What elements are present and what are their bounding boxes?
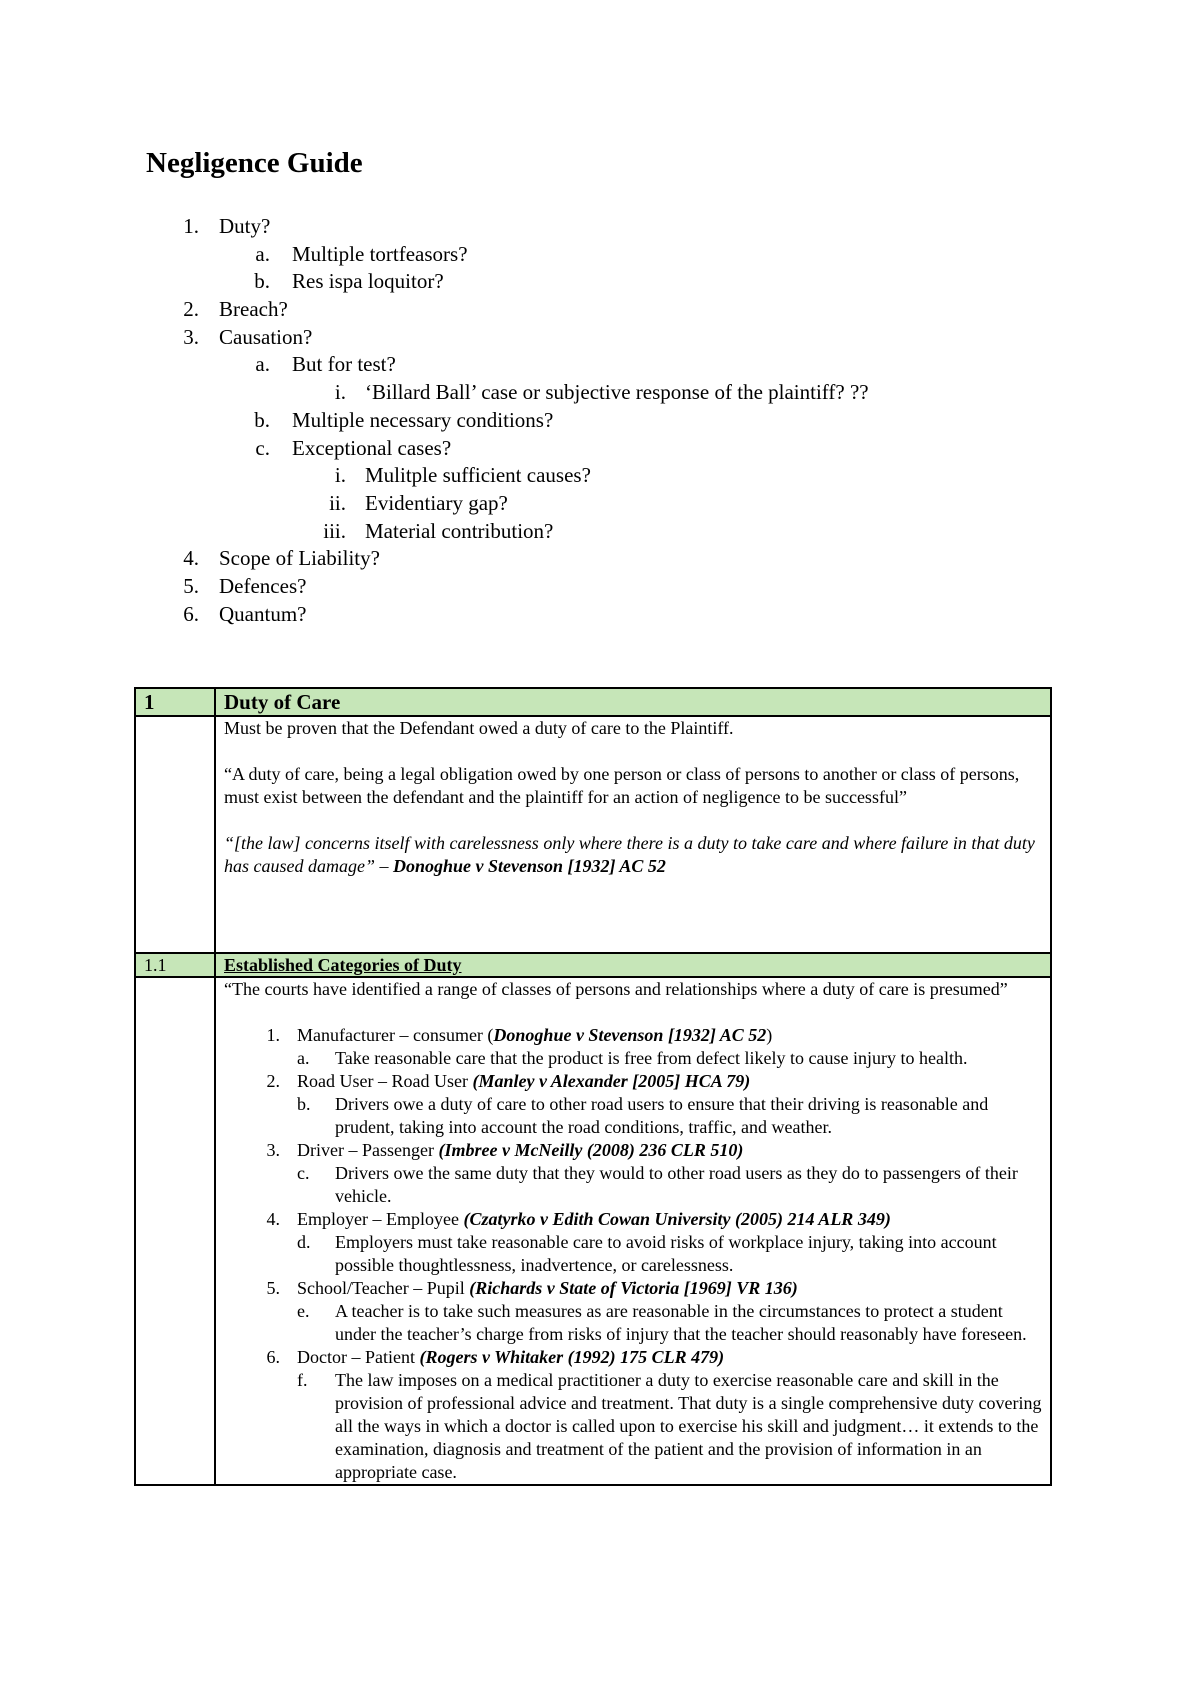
list-item: [224, 1070, 1042, 1093]
outline-marker: 2.: [183, 297, 199, 322]
case-citation: Donoghue v Stevenson [1932] AC 52: [493, 1025, 767, 1045]
page-title: Negligence Guide: [146, 147, 363, 179]
outline-marker: c.: [255, 435, 270, 460]
category-label: Driver – Passenger: [297, 1140, 439, 1160]
case-citation: (Richards v State of Victoria [1969] VR 136): [469, 1278, 798, 1298]
category-number: 6.: [266, 1347, 280, 1367]
section-header-row: [135, 688, 1051, 716]
section-number: 1: [135, 688, 215, 716]
category-label: School/Teacher – Pupil: [297, 1278, 470, 1298]
list-item: [224, 1139, 1042, 1162]
donoghue-quote: [224, 832, 1042, 878]
category-after: ): [766, 1025, 773, 1045]
outline-marker: i.: [334, 380, 346, 405]
subsection-body-row: [135, 977, 1051, 1485]
outline-marker: a.: [255, 241, 270, 266]
list-item: [224, 1231, 1042, 1277]
sub-text: A teacher is to take such measures as are reasonable in the circumstances to protect a student under the teacher’s charge from risks of injury that the teacher should reasonably have foreseen.: [335, 1301, 1027, 1344]
quote-text: “[the law] concerns itself with carelessness only where there is a duty to take care and where failure in that duty has caused damage” –: [224, 833, 1035, 876]
category-label: Employer – Employee: [297, 1209, 464, 1229]
category-label: Manufacturer – consumer (: [297, 1025, 494, 1045]
category-number: 3.: [266, 1140, 280, 1160]
list-item: [224, 1300, 1042, 1346]
list-item: [224, 1093, 1042, 1139]
subsection-intro: “The courts have identified a range of classes of persons and relationships where a duty of care is presumed”: [224, 979, 1008, 999]
outline-marker: iii.: [323, 518, 346, 543]
sub-text: Employers must take reasonable care to avoid risks of workplace injury, taking into account possible thoughtlessness, inadvertence, or carelessness.: [335, 1232, 997, 1275]
sub-letter: f.: [297, 1370, 308, 1390]
outline-text: ‘Billard Ball’ case or subjective response of the plaintiff? ??: [365, 380, 869, 405]
outline-text: Breach?: [219, 297, 288, 322]
sub-letter: c.: [297, 1163, 310, 1183]
outline-marker: 1.: [183, 214, 199, 238]
case-citation: (Czatyrko v Edith Cowan University (2005) 214 ALR 349): [463, 1209, 891, 1229]
case-citation: Donoghue v Stevenson [1932] AC 52: [393, 856, 666, 876]
sub-text: Take reasonable care that the product is free from defect likely to cause injury to health.: [335, 1048, 968, 1068]
outline-text: Quantum?: [219, 601, 307, 626]
case-citation: (Manley v Alexander [2005] HCA 79): [472, 1071, 751, 1091]
categories-list: [224, 1024, 1042, 1484]
sub-text: Drivers owe the same duty that they would to other road users as they do to passengers of their vehicle.: [335, 1163, 1018, 1206]
list-item: [224, 1047, 1042, 1070]
section-number-cell: [135, 716, 215, 953]
outline-marker: b.: [254, 407, 270, 432]
negligence-table: [134, 687, 1052, 1486]
category-number: 1.: [266, 1025, 280, 1045]
outline-text: Causation?: [219, 324, 313, 349]
case-citation: (Rogers v Whitaker (1992) 175 CLR 479): [419, 1347, 725, 1367]
category-number: 5.: [266, 1278, 280, 1298]
outline-marker: 5.: [183, 573, 199, 598]
outline-text: Duty?: [219, 214, 271, 238]
sub-letter: e.: [297, 1301, 310, 1321]
outline-marker: b.: [254, 269, 270, 294]
sub-letter: d.: [297, 1232, 311, 1252]
list-item: [224, 1277, 1042, 1300]
list-item: [224, 1024, 1042, 1047]
subsection-header-row: [135, 953, 1051, 977]
outline-text: Multiple tortfeasors?: [292, 241, 468, 266]
subsection-title: Established Categories of Duty: [215, 953, 1051, 977]
outline-text: But for test?: [292, 352, 396, 377]
outline-text: Mulitple sufficient causes?: [365, 463, 591, 488]
section-body-row: [135, 716, 1051, 953]
subsection-body: [215, 977, 1051, 1485]
section-body: [215, 716, 1051, 953]
outline-text: Defences?: [219, 573, 307, 598]
outline-text: Multiple necessary conditions?: [292, 407, 554, 432]
outline-text: Exceptional cases?: [292, 435, 452, 460]
list-item: [224, 1162, 1042, 1208]
category-number: 2.: [266, 1071, 280, 1091]
subsection-number: 1.1: [135, 953, 215, 977]
outline-marker: 3.: [183, 324, 199, 349]
sub-text: Drivers owe a duty of care to other road users to ensure that their driving is reasonable and prudent, taking into account the road conditions, traffic, and weather.: [335, 1094, 989, 1137]
outline-text: Material contribution?: [365, 518, 554, 543]
outline-marker: 6.: [183, 601, 199, 626]
outline-text: Scope of Liability?: [219, 546, 380, 571]
outline-marker: a.: [255, 352, 270, 377]
outline-text: Evidentiary gap?: [365, 490, 508, 515]
category-label: Doctor – Patient: [297, 1347, 420, 1367]
section-title: Duty of Care: [215, 688, 1051, 716]
sub-letter: a.: [297, 1048, 310, 1068]
category-number: 4.: [266, 1209, 280, 1229]
outline-marker: 4.: [183, 546, 199, 571]
outline-marker: ii.: [329, 490, 346, 515]
sub-letter: b.: [297, 1094, 311, 1114]
list-item: [224, 1208, 1042, 1231]
outline-text: Res ispa loquitor?: [292, 269, 444, 294]
list-item: [224, 1369, 1042, 1484]
subsection-number-cell: [135, 977, 215, 1485]
case-citation: (Imbree v McNeilly (2008) 236 CLR 510): [438, 1140, 744, 1160]
list-item: [224, 1346, 1042, 1369]
sub-text: The law imposes on a medical practitioner a duty to exercise reasonable care and skill in the provision of professional advice and treatment. That duty is a single comprehensive duty covering all the ways in which a doctor is called upon to exercise his skill and judgment… it extends to the examination, diagnosis and treatment of the patient and the provision of information in an appropriate case.: [335, 1370, 1042, 1482]
section-intro: Must be proven that the Defendant owed a duty of care to the Plaintiff.: [224, 718, 734, 738]
category-label: Road User – Road User: [297, 1071, 473, 1091]
outline-marker: i.: [334, 463, 346, 488]
duty-quote: “A duty of care, being a legal obligation owed by one person or class of persons to another or class of persons, must exist between the defendant and the plaintiff for an action of negligence to be successful”: [224, 764, 1020, 807]
